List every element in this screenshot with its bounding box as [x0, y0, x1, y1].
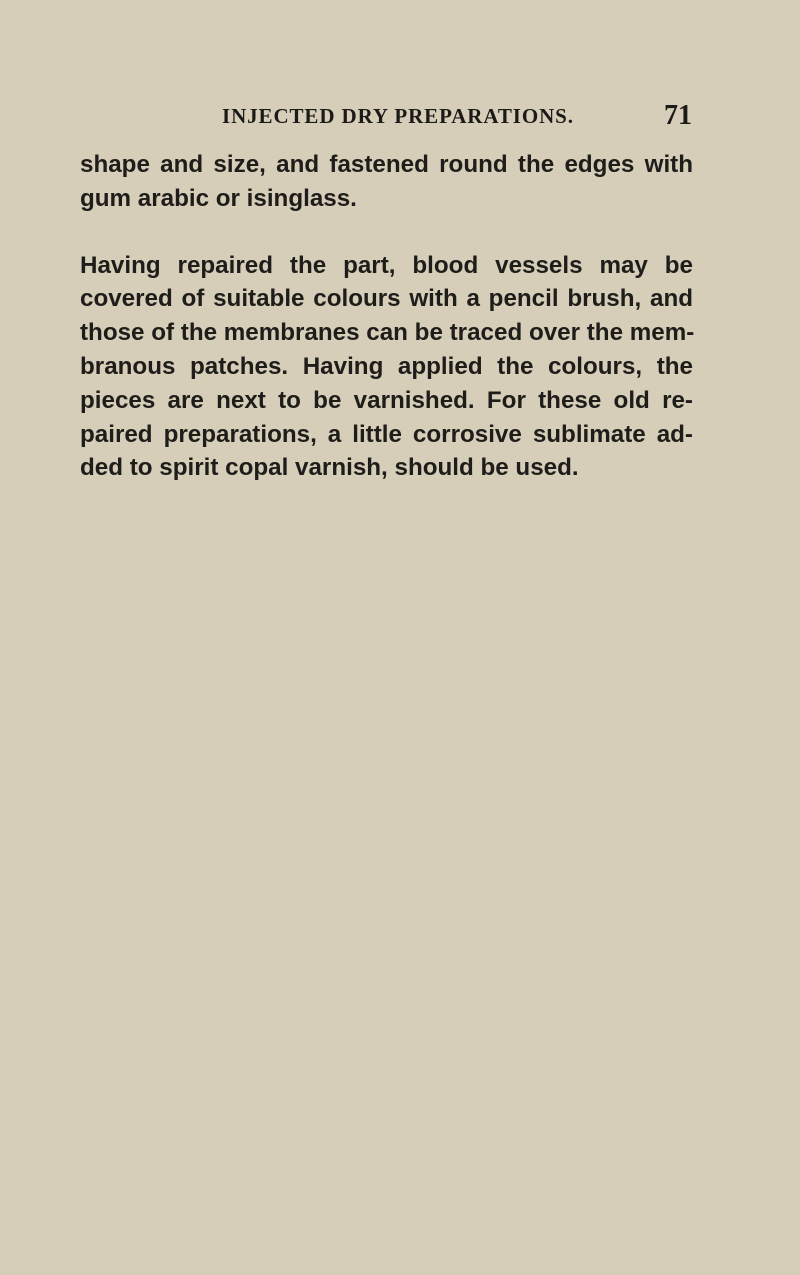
text-line: those of the membranes can be traced over the mem-: [80, 319, 695, 347]
text-line: shape and size, and fastened round the edges with: [80, 151, 693, 178]
paragraph-1: [80, 148, 693, 216]
paragraph-2: [80, 249, 693, 486]
text-line: Having repaired the part, blood vessels may be: [80, 251, 693, 279]
page-number: 71: [664, 100, 692, 131]
text-line: branous patches. Having applied the colours, the: [80, 352, 693, 380]
text-line: gum arabic or isinglass.: [80, 184, 357, 212]
body-text: [80, 148, 693, 485]
text-line: ded to spirit copal varnish, should be used.: [80, 454, 579, 482]
text-line: covered of suitable colours with a pencil brush, and: [80, 285, 693, 313]
running-head: INJECTED DRY PREPARATIONS.: [222, 104, 574, 128]
text-line: paired preparations, a little corrosive sublimate ad-: [80, 420, 693, 448]
paragraph-gap: [80, 216, 693, 249]
text-line: pieces are next to be varnished. For these old re-: [80, 386, 693, 414]
page-header: [80, 100, 692, 138]
